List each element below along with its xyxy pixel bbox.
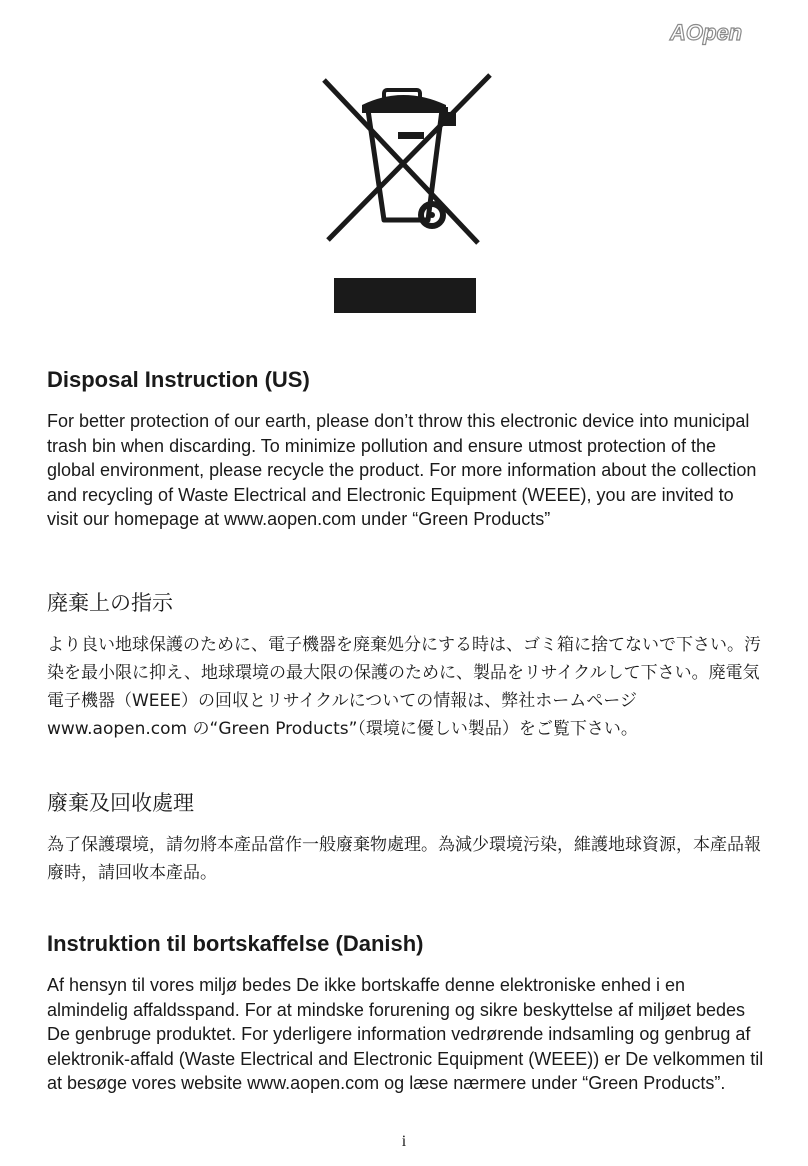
- section-danish: [47, 931, 769, 1096]
- section-title: 廢棄及回收處理: [47, 791, 194, 815]
- section-title: Instruktion til bortskaffelse (Danish): [47, 931, 424, 956]
- section-body: For better protection of our earth, please don’t throw this electronic device into municipal trash bin when discarding. To minimize pollution and ensure utmost protection of the global environment, please recycle the product. For more information about the collection and recycling of Waste Electrical and Electronic Equipment (WEEE), you are invited to visit our homepage at www.aopen.com under “Green Products”: [47, 411, 757, 529]
- section-title: Disposal Instruction (US): [47, 367, 310, 392]
- aopen-logo: [668, 17, 762, 47]
- page-number: i: [401, 1133, 407, 1150]
- logo-text: AOpen: [670, 20, 743, 45]
- section-title: 廃棄上の指示: [47, 591, 173, 615]
- section-body: Af hensyn til vores miljø bedes De ikke bortskaffe denne elektroniske enhed i en almindelig affaldsspand. For at mindske forurening og sikre beskyttelse af miljøet bedes De genbruge produktet. For yderligere information vedrørende indsamling og genbrug af elektronik-affald (Waste Electrical and Electronic Equipment (WEEE)) er De velkommen til at besøge vores website www.aopen.com og læse nærmere under “Green Products”.: [47, 975, 764, 1093]
- section-us: [47, 367, 769, 532]
- section-body: より良い地球保護のために、電子機器を廃棄処分にする時は、ゴミ箱に捨てないで下さい。汚染を最小限に抑え、地球環境の最大限の保護のために、製品をリサイクルして下さい。廃電気電子機器（WEEE）の回収とリサイクルについての情報は、弊社ホームページwww.aopen.com の“Green Products”（環境に優しい製品）をご覧下さい。: [47, 635, 761, 739]
- section-chinese: [47, 787, 769, 887]
- crossed-out-wheelie-bin-icon: [318, 70, 493, 318]
- section-japanese: [47, 587, 769, 743]
- section-body: 為了保護環境，請勿將本產品當作一般廢棄物處理。為減少環境污染，維護地球資源，本產品報廢時，請回收本產品。: [47, 835, 761, 883]
